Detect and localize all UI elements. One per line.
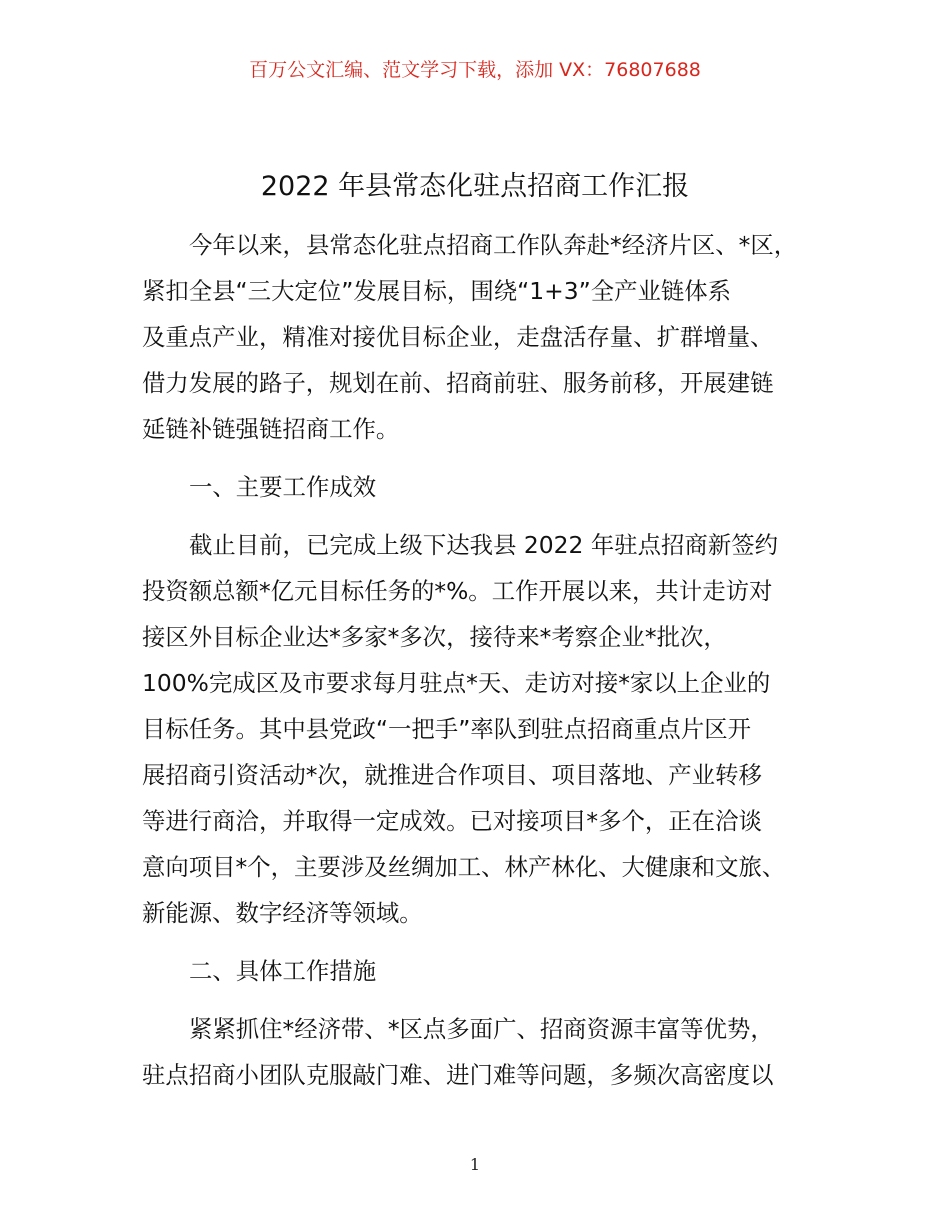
header-watermark-note: 百万公文汇编、范文学习下载，添加 VX：76807688: [249, 59, 701, 81]
intro-paragraph: [142, 222, 832, 452]
paragraph-line: 今年以来，县常态化驻点招商工作队奔赴*经济片区、*区，: [189, 231, 798, 259]
section-heading-2: 二、具体工作措施: [189, 957, 377, 985]
section1-paragraph: [142, 522, 832, 936]
paragraph-line: 紧扣全县“三大定位”发展目标，围绕“1+3”全产业链体系: [142, 277, 732, 305]
document-body: [142, 222, 832, 1098]
paragraph-line: 意向项目*个，主要涉及丝绸加工、林产林化、大健康和文旅、: [142, 853, 786, 881]
paragraph-line: 驻点招商小团队克服敲门难、进门难等问题，多频次高密度以: [142, 1061, 774, 1089]
section2-paragraph: [142, 1006, 832, 1098]
paragraph-line: 接区外目标企业达*多家*多次，接待来*考察企业*批次，: [142, 623, 727, 651]
paragraph-line: 延链补链强链招商工作。: [142, 415, 400, 443]
paragraph-line: 100%完成区及市要求每月驻点*天、走访对接*家以上企业的: [142, 669, 771, 697]
paragraph-line: 展招商引资活动*次，就推进合作项目、项目落地、产业转移: [142, 761, 762, 789]
document-title: 2022 年县常态化驻点招商工作汇报: [260, 171, 690, 202]
paragraph-line: 等进行商洽，并取得一定成效。已对接项目*多个，正在洽谈: [142, 807, 762, 835]
paragraph-line: 借力发展的路子，规划在前、招商前驻、服务前移，开展建链: [142, 369, 774, 397]
paragraph-line: 及重点产业，精准对接优目标企业，走盘活存量、扩群增量、: [142, 323, 774, 351]
paragraph-line: 截止目前，已完成上级下达我县 2022 年驻点招商新签约: [189, 531, 778, 559]
page-number: 1: [469, 1155, 481, 1174]
paragraph-line: 目标任务。其中县党政“一把手”率队到驻点招商重点片区开: [142, 715, 751, 743]
paragraph-line: 投资额总额*亿元目标任务的*%。工作开展以来，共计走访对: [142, 577, 773, 605]
section-heading-1: 一、主要工作成效: [189, 473, 377, 501]
paragraph-line: 新能源、数字经济等领域。: [142, 899, 423, 927]
paragraph-line: 紧紧抓住*经济带、*区点多面广、招商资源丰富等优势，: [189, 1015, 774, 1043]
